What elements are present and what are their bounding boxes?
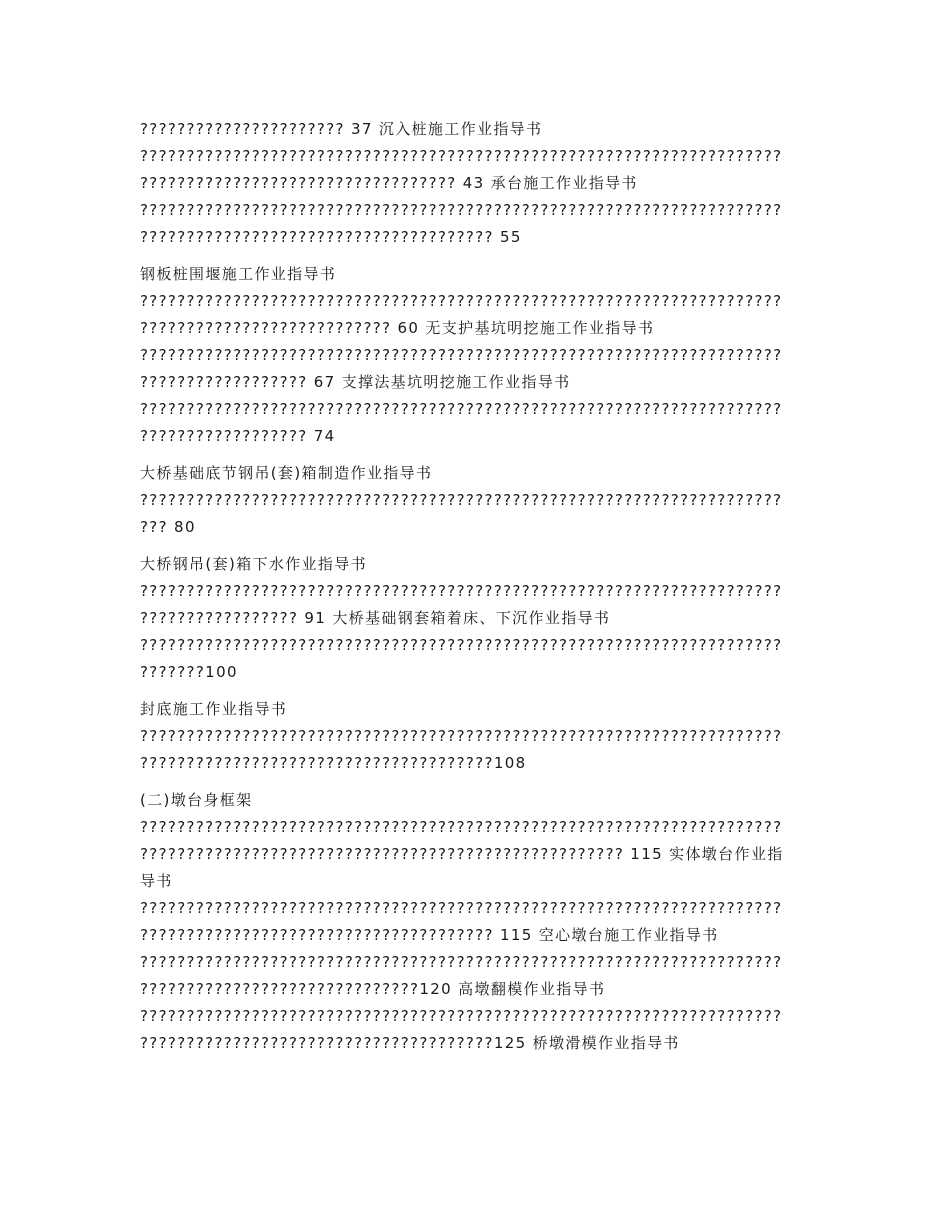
toc-line: ?????????????????????? 37 沉入桩施工作业指导书 [140, 120, 543, 138]
toc-line: ?????????????????????????????????????? 55 [140, 228, 522, 246]
toc-line: 钢板桩围堰施工作业指导书 [140, 265, 337, 283]
toc-paragraph [140, 551, 820, 686]
toc-line: ????????????????????????????????????????????????????????????????????? [140, 400, 783, 418]
toc-line: ????????????????????????????????????????????????????????????????????? [140, 636, 783, 654]
toc-line: ??????????????????????????? 60 无支护基坑明挖施工作业指导书 [140, 319, 655, 337]
toc-line: ????????????????????????????????????????????????????????????????????? [140, 147, 783, 165]
toc-line: 导书 [140, 872, 173, 890]
toc-line: ????????????????????????????????????????????????????????????????????? [140, 899, 783, 917]
toc-line: ???????????????????????????????????????????????????? 115 实体墩台作业指 [140, 845, 784, 863]
toc-line: ????????????????????????????????????????????????????????????????????? [140, 346, 783, 364]
toc-line: ?????????????????????????????????? 43 承台施工作业指导书 [140, 174, 638, 192]
toc-line: ????????????????????????????????????????????????????????????????????? [140, 953, 783, 971]
toc-line: ????????????????? 91 大桥基础钢套箱着床、下沉作业指导书 [140, 609, 611, 627]
toc-line: 封底施工作业指导书 [140, 700, 288, 718]
toc-line: ?????????????????? 74 [140, 427, 336, 445]
toc-line: ?????????????????? 67 支撑法基坑明挖施工作业指导书 [140, 373, 571, 391]
toc-line: ????????????????????????????????????????????????????????????????????? [140, 292, 783, 310]
toc-line: ????????????????????????????????????????????????????????????????????? [140, 1007, 783, 1025]
toc-line: ????????????????????????????????????????????????????????????????????? [140, 727, 783, 745]
toc-line: ??????????????????????????????????????108 [140, 754, 527, 772]
toc-paragraph [140, 116, 820, 251]
toc-line: ????????????????????????????????????????????????????????????????????? [140, 201, 783, 219]
toc-line: 大桥基础底节钢吊(套)箱制造作业指导书 [140, 464, 433, 482]
toc-paragraph [140, 460, 820, 541]
document-page [140, 116, 820, 1067]
toc-paragraph [140, 261, 820, 450]
toc-line: ??? 80 [140, 518, 196, 536]
toc-line: ???????100 [140, 663, 238, 681]
toc-line: ????????????????????????????????????????????????????????????????????? [140, 582, 783, 600]
toc-paragraph [140, 787, 820, 1057]
toc-line: ????????????????????????????????????????????????????????????????????? [140, 491, 783, 509]
toc-paragraph [140, 696, 820, 777]
toc-line: ?????????????????????????????????????? 115 空心墩台施工作业指导书 [140, 926, 719, 944]
toc-line: 大桥钢吊(套)箱下水作业指导书 [140, 555, 367, 573]
toc-line: ??????????????????????????????120 高墩翻模作业指导书 [140, 980, 606, 998]
toc-line: ????????????????????????????????????????????????????????????????????? [140, 818, 783, 836]
toc-line: (二)墩台身框架 [140, 791, 253, 809]
toc-line: ??????????????????????????????????????125 桥墩滑模作业指导书 [140, 1034, 680, 1052]
